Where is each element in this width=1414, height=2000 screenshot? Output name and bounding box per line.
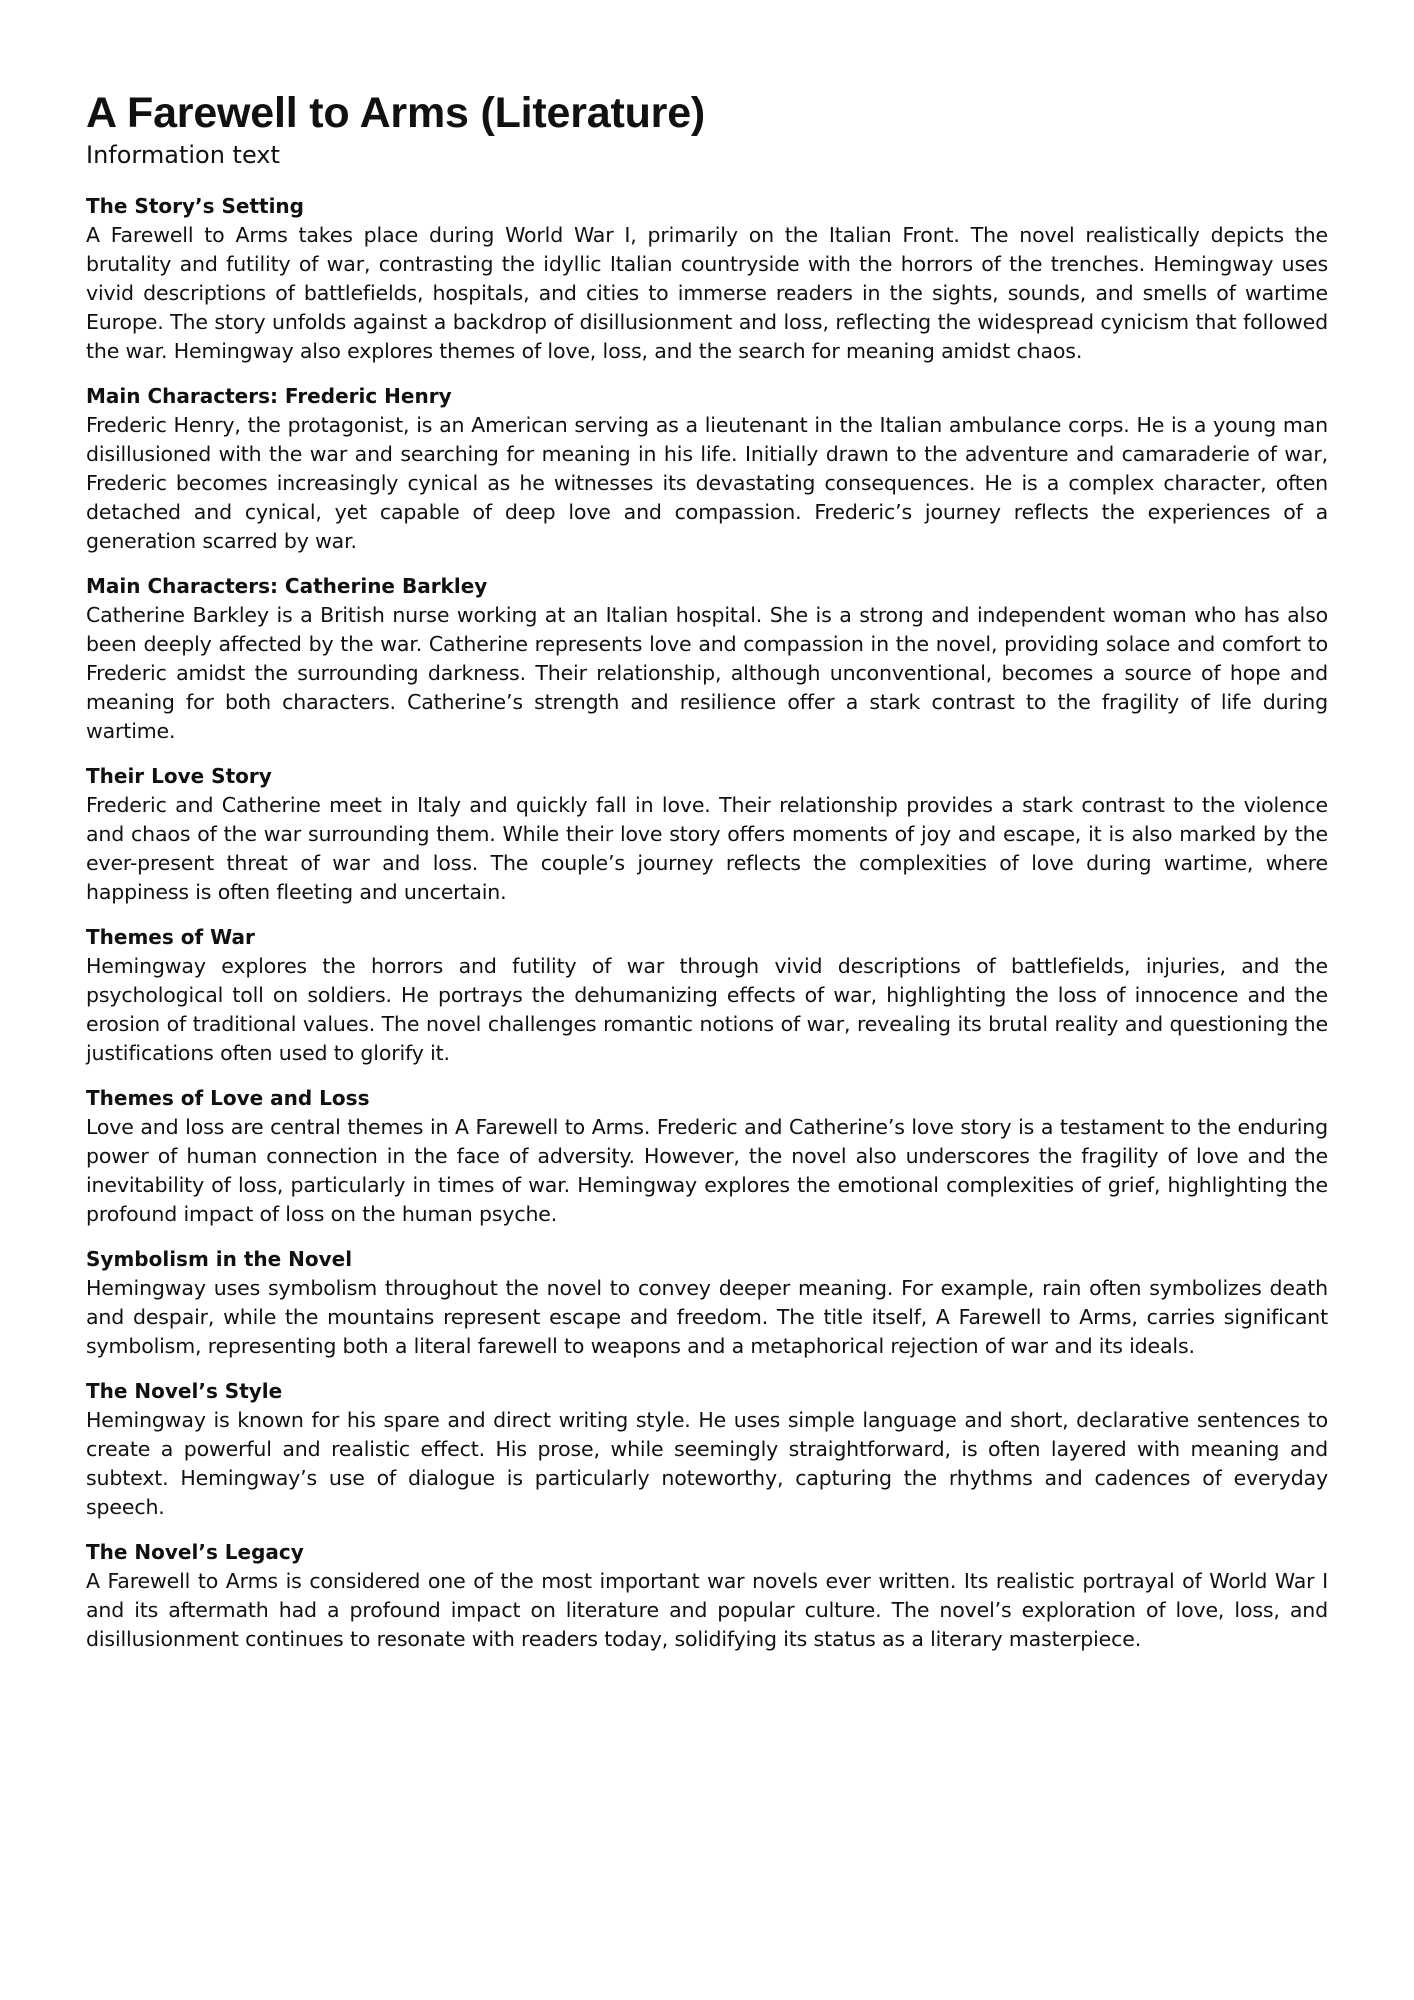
section-body: Hemingway explores the horrors and futility of war through vivid descriptions of battlefields, injuries, and the psychological toll on soldiers. He portrays the dehumanizing effects of war, highlighting the loss of innocence and the erosion of traditional values. The novel challenges romantic notions of war, revealing its brutal reality and questioning the justifications often used to glorify it. <box>86 954 1328 1065</box>
section-setting <box>86 192 1328 366</box>
section-body: Catherine Barkley is a British nurse working at an Italian hospital. She is a strong and independent woman who has also been deeply affected by the war. Catherine represents love and compassion in the novel, providing solace and comfort to Frederic amidst the surrounding darkness. Their relationship, although unconventional, becomes a source of hope and meaning for both characters. Catherine’s strength and resilience offer a stark contrast to the fragility of life during wartime. <box>86 603 1328 743</box>
section-heading: The Novel’s Legacy <box>86 1540 304 1564</box>
section-body: Love and loss are central themes in A Farewell to Arms. Frederic and Catherine’s love story is a testament to the enduring power of human connection in the face of adversity. However, the novel also underscores the fragility of love and the inevitability of loss, particularly in times of war. Hemingway explores the emotional complexities of grief, highlighting the profound impact of loss on the human psyche. <box>86 1115 1328 1226</box>
section-body: Frederic Henry, the protagonist, is an American serving as a lieutenant in the Italian ambulance corps. He is a young man disillusioned with the war and searching for meaning in his life. Initially drawn to the adventure and camaraderie of war, Frederic becomes increasingly cynical as he witnesses its devastating consequences. He is a complex character, often detached and cynical, yet capable of deep love and compassion. Frederic’s journey reflects the experiences of a generation scarred by war. <box>86 413 1328 553</box>
section-heading: Themes of War <box>86 925 255 949</box>
section-body: A Farewell to Arms is considered one of the most important war novels ever written. Its realistic portrayal of World War I and its aftermath had a profound impact on literature and popular culture. The novel’s exploration of love, loss, and disillusionment continues to resonate with readers today, solidifying its status as a literary masterpiece. <box>86 1569 1328 1651</box>
section-body: Frederic and Catherine meet in Italy and quickly fall in love. Their relationship provides a stark contrast to the violence and chaos of the war surrounding them. While their love story offers moments of joy and escape, it is also marked by the ever-present threat of war and loss. The couple’s journey reflects the complexities of love during wartime, where happiness is often fleeting and uncertain. <box>86 793 1328 904</box>
page-title: A Farewell to Arms (Literature) <box>86 89 706 137</box>
section-heading: The Novel’s Style <box>86 1379 283 1403</box>
section-heading: Their Love Story <box>86 764 272 788</box>
section-symbolism <box>86 1245 1328 1361</box>
section-heading: Main Characters: Frederic Henry <box>86 384 452 408</box>
section-heading: Main Characters: Catherine Barkley <box>86 574 488 598</box>
page-subtitle: Information text <box>86 141 280 169</box>
section-body: A Farewell to Arms takes place during World War I, primarily on the Italian Front. The novel realistically depicts the brutality and futility of war, contrasting the idyllic Italian countryside with the horrors of the trenches. Hemingway uses vivid descriptions of battlefields, hospitals, and cities to immerse readers in the sights, sounds, and smells of wartime Europe. The story unfolds against a backdrop of disillusionment and loss, reflecting the widespread cynicism that followed the war. Hemingway also explores themes of love, loss, and the search for meaning amidst chaos. <box>86 223 1328 363</box>
section-themes-of-war <box>86 923 1328 1068</box>
section-body: Hemingway uses symbolism throughout the novel to convey deeper meaning. For example, rain often symbolizes death and despair, while the mountains represent escape and freedom. The title itself, A Farewell to Arms, carries significant symbolism, representing both a literal farewell to weapons and a metaphorical rejection of war and its ideals. <box>86 1276 1328 1358</box>
section-frederic-henry <box>86 382 1328 556</box>
section-heading: Themes of Love and Loss <box>86 1086 370 1110</box>
section-style <box>86 1377 1328 1522</box>
section-heading: Symbolism in the Novel <box>86 1247 353 1271</box>
section-catherine-barkley <box>86 572 1328 746</box>
section-body: Hemingway is known for his spare and direct writing style. He uses simple language and short, declarative sentences to create a powerful and realistic effect. His prose, while seemingly straightforward, is often layered with meaning and subtext. Hemingway’s use of dialogue is particularly noteworthy, capturing the rhythms and cadences of everyday speech. <box>86 1408 1328 1519</box>
section-love-story <box>86 762 1328 907</box>
section-love-and-loss <box>86 1084 1328 1229</box>
section-heading: The Story’s Setting <box>86 194 304 218</box>
section-legacy <box>86 1538 1328 1654</box>
